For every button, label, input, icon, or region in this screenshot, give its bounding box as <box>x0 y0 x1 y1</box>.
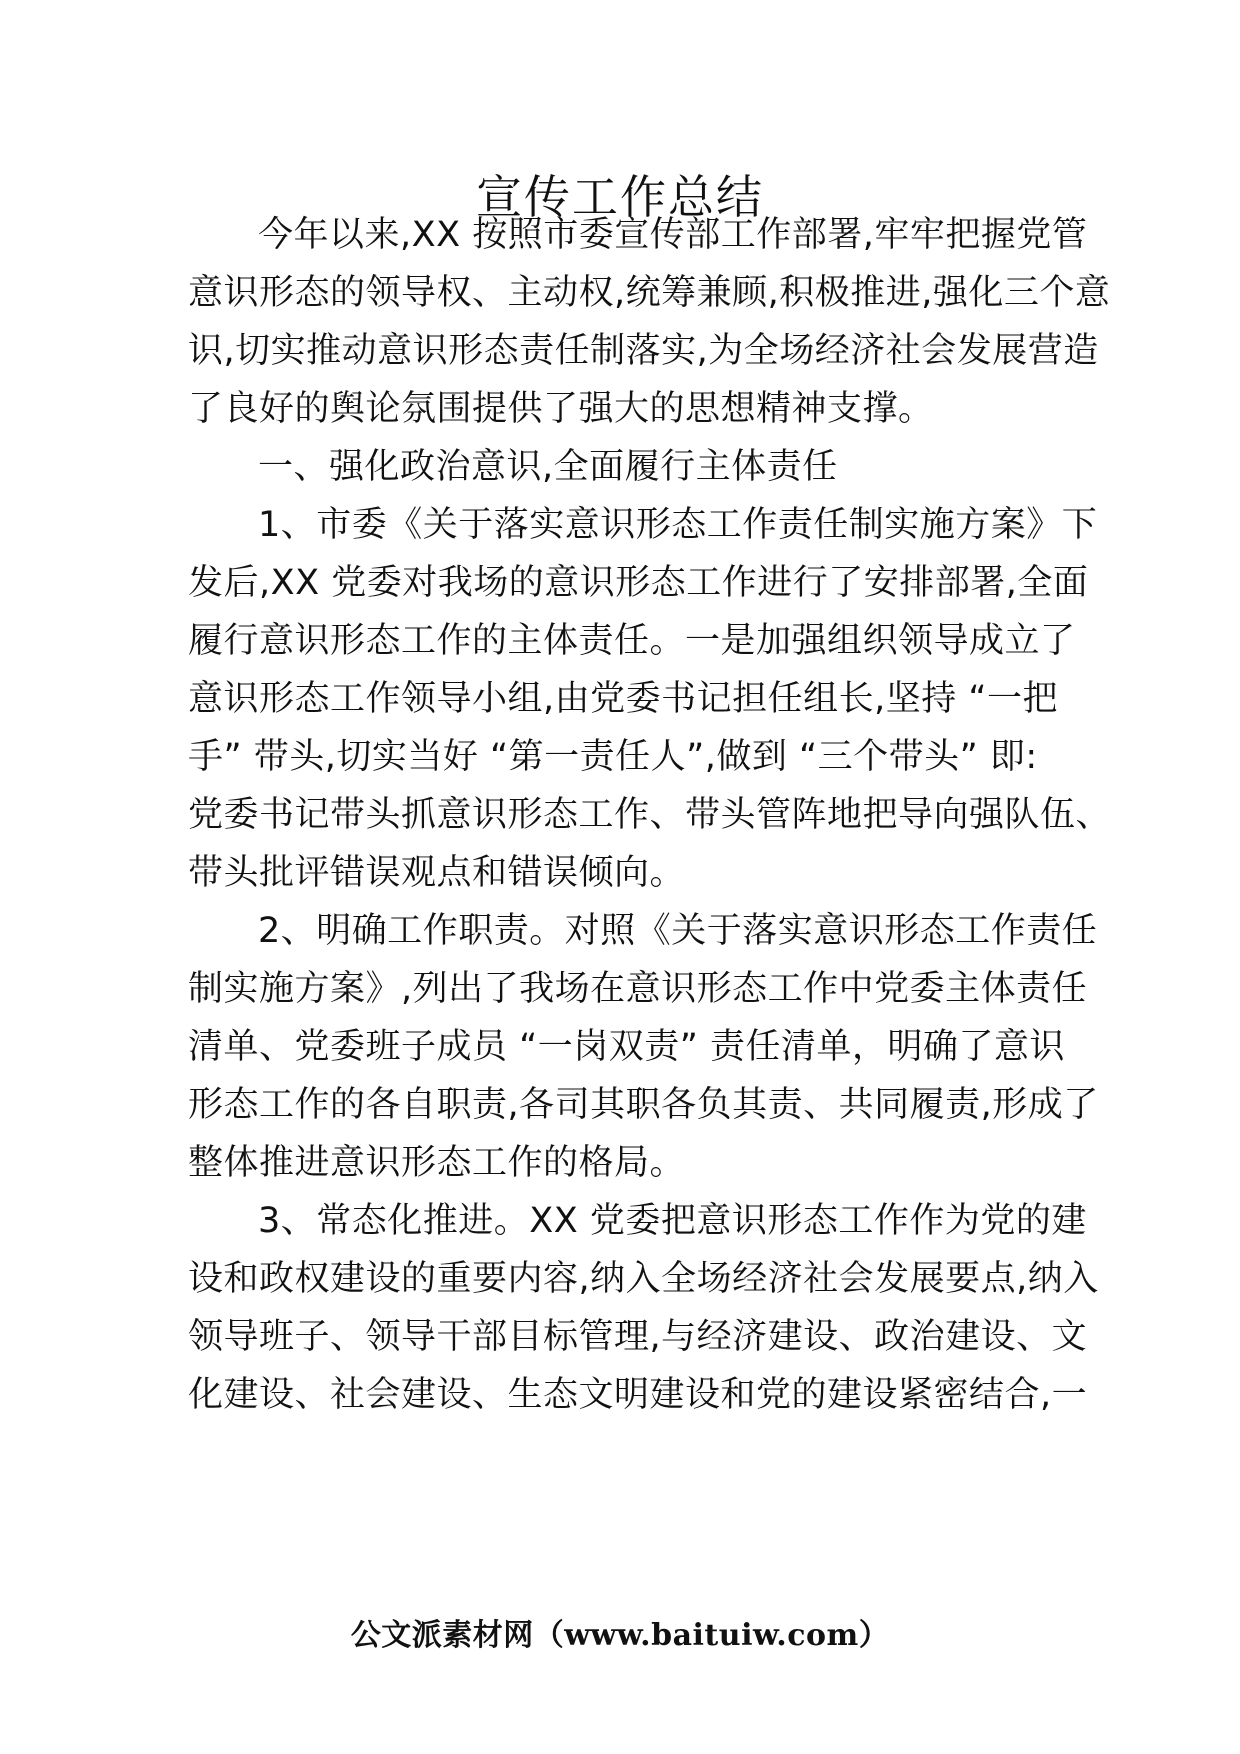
paragraph-line: 2、明确工作职责。对照《关于落实意识形态工作责任 <box>258 911 1098 951</box>
paragraph-line: 制实施方案》,列出了我场在意识形态工作中党委主体责任 <box>188 969 1088 1009</box>
paragraph-line: 领导班子、领导干部目标管理,与经济建设、政治建设、文 <box>188 1317 1088 1357</box>
paragraph-line: 整体推进意识形态工作的格局。 <box>188 1143 686 1183</box>
paragraph-line: 1、市委《关于落实意识形态工作责任制实施方案》下 <box>258 505 1098 545</box>
paragraph-line: 党委书记带头抓意识形态工作、带头管阵地把导向强队伍、 <box>188 795 1112 835</box>
paragraph-line: 设和政权建设的重要内容,纳入全场经济社会发展要点,纳入 <box>188 1259 1099 1299</box>
document-title: 宣传工作总结 <box>476 170 764 224</box>
paragraph-line: 手” 带头,切实当好 “第一责任人”,做到 “三个带头” 即: <box>188 737 1038 777</box>
paragraph-line: 了良好的舆论氛围提供了强大的思想精神支撑。 <box>188 389 934 429</box>
paragraph-line: 意识形态的领导权、主动权,统筹兼顾,积极推进,强化三个意 <box>188 273 1111 313</box>
paragraph-line: 3、常态化推进。XX 党委把意识形态工作作为党的建 <box>258 1201 1087 1241</box>
paragraph-line: 发后,XX 党委对我场的意识形态工作进行了安排部署,全面 <box>188 563 1089 603</box>
paragraph-line: 识,切实推动意识形态责任制落实,为全场经济社会发展营造 <box>188 331 1099 371</box>
paragraph-line: 履行意识形态工作的主体责任。一是加强组织领导成立了 <box>188 621 1076 661</box>
paragraph-line: 今年以来,XX 按照市委宣传部工作部署,牢牢把握党管 <box>258 215 1088 255</box>
footer-watermark: 公文派素材网（www.baituiw.com） <box>350 1618 890 1653</box>
paragraph-line: 带头批评错误观点和错误倾向。 <box>188 853 686 893</box>
section-heading: 一、强化政治意识,全面履行主体责任 <box>258 447 838 487</box>
paragraph-line: 清单、党委班子成员 “一岗双责” 责任清单，明确了意识 <box>188 1027 1066 1067</box>
paragraph-line: 意识形态工作领导小组,由党委书记担任组长,坚持 “一把 <box>188 679 1059 719</box>
paragraph-line: 化建设、社会建设、生态文明建设和党的建设紧密结合,一 <box>188 1375 1088 1415</box>
paragraph-line: 形态工作的各自职责,各司其职各负其责、共同履责,形成了 <box>188 1085 1099 1125</box>
